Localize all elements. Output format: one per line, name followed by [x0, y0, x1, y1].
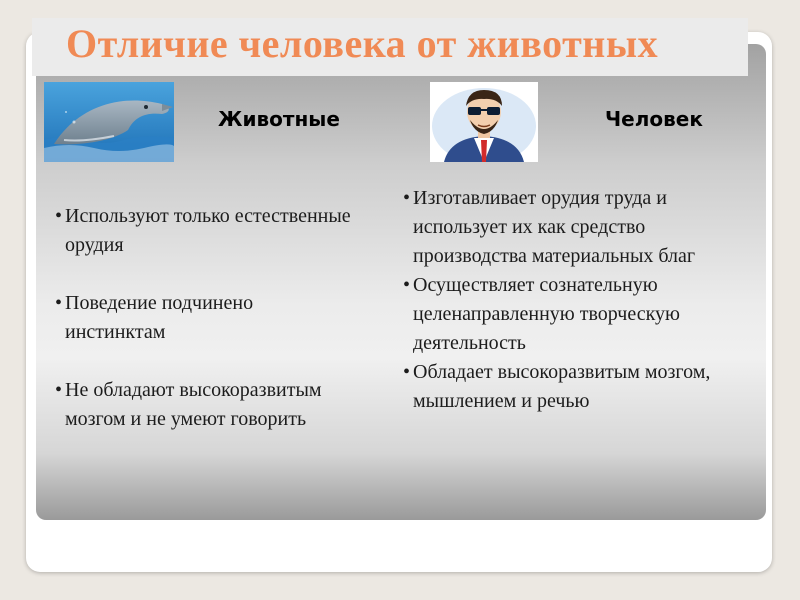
human-point: • Обладает высокоразвитым мозгом, мышлением и речью: [403, 358, 733, 416]
animals-point: • Не обладают высокоразвитым мозгом и не умеют говорить: [55, 376, 355, 434]
slide-title: Отличие человека от животных: [66, 21, 659, 66]
businessman-illustration: [430, 82, 538, 162]
animals-heading: Животные: [218, 107, 340, 131]
human-heading: Человек: [605, 107, 703, 131]
human-list: [403, 184, 733, 416]
dolphin-illustration: [44, 82, 174, 162]
dolphin-image: [44, 82, 174, 162]
man-image: [430, 82, 538, 162]
human-point: • Изготавливает орудия труда и использует их как средство производства материальных благ: [403, 184, 733, 271]
animals-point: • Используют только естественные орудия: [55, 202, 355, 260]
animals-point: • Поведение подчинено инстинктам: [55, 289, 355, 347]
animals-list: [55, 202, 355, 463]
human-point: • Осуществляет сознательную целенаправленную творческую деятельность: [403, 271, 733, 358]
